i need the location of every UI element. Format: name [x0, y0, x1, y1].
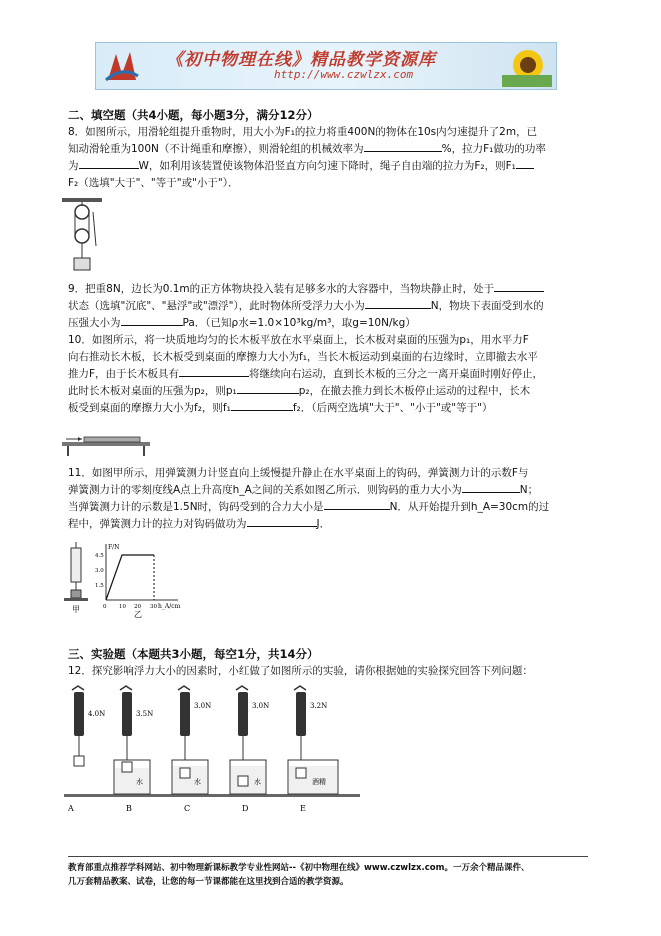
- q8-line2: 知动滑轮重为100N（不计绳重和摩擦），则滑轮组的机械效率为: [68, 143, 364, 155]
- q11-blank-net-force[interactable]: [324, 509, 390, 510]
- setup-b: [114, 686, 153, 813]
- q11-line1: 11．如图甲所示，用弹簧测力计竖直向上缓慢提升静止在水平桌面上的钩码，弹簧测力计的示数F与: [68, 467, 529, 479]
- question-9: [68, 281, 588, 332]
- q11-line2a: 弹簧测力计的零刻度线A点上升高度h_A之间的关系如图乙所示．则钩码的重力大小为: [68, 484, 462, 496]
- section-3-title: 三、实验题（本题共3小题，每空1分，共14分）: [68, 647, 319, 661]
- buoyancy-experiment-figure: [64, 684, 364, 816]
- setup-a: [67, 686, 105, 813]
- graph-axis-y: F/N: [108, 544, 120, 551]
- liquid-d: 水: [254, 778, 261, 786]
- site-logo-icon: [102, 46, 142, 86]
- graph-xtick-2: 20: [134, 604, 141, 610]
- q8-line3a: 为: [68, 160, 79, 172]
- label-b: B: [126, 804, 132, 813]
- reading-c: 3.0N: [194, 702, 212, 710]
- q12-line1: 12．探究影响浮力大小的因素时，小红做了如图所示的实验，请你根据她的实验探究回答下列问题：: [68, 665, 533, 677]
- setup-d: [230, 686, 269, 813]
- q8-blank-compare[interactable]: [516, 168, 534, 169]
- liquid-c: 水: [194, 778, 201, 786]
- fig-label-jia: 甲: [72, 605, 80, 614]
- liquid-b: 水: [136, 778, 143, 786]
- q9-line1: 9．把重8N，边长为0.1m的正方体物块投入装有足够多水的大容器中，当物块静止时，处于: [68, 283, 495, 295]
- q10-line3b: 将继续向右运动，直到长木板的三分之一离开桌面时刚好停止，: [249, 368, 544, 380]
- q10-line5a: 板受到桌面的摩擦力大小为f₂，则f₁: [68, 402, 231, 414]
- q8-blank-efficiency[interactable]: [364, 151, 442, 152]
- q11-line3a: 当弹簧测力计的示数是1.5N时，钩码受到的合力大小是: [68, 501, 324, 513]
- q11-line3b: N．从开始提升到h_A=30cm的过: [389, 501, 550, 513]
- section-2-title: 二、填空题（共4小题，每小题3分，满分12分）: [68, 108, 319, 122]
- spring-scale-jia: [64, 542, 88, 614]
- graph-ytick-1: 4.5: [95, 553, 104, 559]
- q10-blank-pressure-compare[interactable]: [237, 393, 299, 394]
- label-e: E: [300, 804, 306, 813]
- question-8: [68, 124, 588, 192]
- label-c: C: [184, 804, 191, 813]
- q11-line4a: 程中，弹簧测力计的拉力对钩码做功为: [68, 518, 247, 530]
- q9-line2a: 状态（选填"沉底"、"悬浮"或"漂浮"），此时物体所受浮力大小为: [68, 300, 365, 312]
- q11-blank-weight[interactable]: [462, 492, 520, 493]
- graph-xtick-0: 0: [103, 604, 107, 610]
- q10-line4b: p₂，在撤去推力到长木板停止运动的过程中，长木: [298, 385, 531, 397]
- graph-ytick-3: 1.5: [95, 583, 104, 589]
- q11-line2b: N；: [519, 484, 539, 496]
- q11-line4-wrap: [68, 516, 588, 533]
- q10-line1: 10．如图所示，将一块质地均匀的长木板平放在水平桌面上，长木板对桌面的压强为p₁，用水平力F: [68, 334, 529, 346]
- board-figure: [62, 428, 152, 456]
- q9-line3b: Pa．（已知ρ水=1.0×10³kg/m³，取g=10N/kg）: [182, 317, 416, 329]
- q9-line2b: N，物块下表面受到水的: [430, 300, 544, 312]
- q9-line3-wrap: [68, 315, 588, 332]
- q8-blank-power[interactable]: [79, 168, 139, 169]
- q8-line2b: %，拉力F₁做功的功率: [441, 143, 546, 155]
- sunflower-icon: [502, 45, 552, 87]
- banner-url: http://www.czwlzx.com: [274, 68, 414, 81]
- q10-line3a: 推力F，由于长木板具有: [68, 368, 180, 380]
- reading-d: 3.0N: [252, 702, 270, 710]
- q11-blank-work[interactable]: [247, 526, 317, 527]
- q10-blank-friction-compare[interactable]: [231, 410, 293, 411]
- footer-line2: 几万套精品教案、试卷，让您的每一节课都能在这里找到合适的教学资源。: [68, 877, 349, 887]
- q11-line3-wrap: [68, 499, 588, 516]
- label-d: D: [242, 804, 249, 813]
- q9-blank-buoyancy[interactable]: [365, 308, 431, 309]
- q8-line3-wrap: [68, 158, 588, 175]
- setup-e: [288, 686, 338, 813]
- q9-line1-wrap: [68, 281, 588, 298]
- question-12: [68, 663, 588, 680]
- banner-title: 《初中物理在线》精品教学资源库: [166, 50, 436, 70]
- q10-line5b: f₂．（后两空选填"大于"、"小于"或"等于"）: [292, 402, 493, 414]
- graph-xtick-1: 10: [119, 604, 126, 610]
- q11-line2-wrap: [68, 482, 588, 499]
- q10-line2: 向右推动长木板，长木板受到桌面的摩擦力大小为f₁，当长木板运动到桌面的右边缘时，立即撤去水平: [68, 351, 538, 363]
- graph-axis-x: h_A/cm: [158, 603, 181, 610]
- reading-e: 3.2N: [310, 702, 328, 710]
- q9-line2-wrap: [68, 298, 588, 315]
- q8-line3b: W，如利用该装置使该物体沿竖直方向匀速下降时，绳子自由端的拉力为F₂，则F₁: [138, 160, 516, 172]
- q11-line4b: J．: [316, 518, 331, 530]
- q11-figure: [62, 540, 182, 618]
- q10-blank-inertia[interactable]: [179, 376, 249, 377]
- q10-line3-wrap: [68, 366, 588, 383]
- header-banner: [95, 42, 557, 90]
- q10-line4a: 此时长木板对桌面的压强为p₂，则p₁: [68, 385, 237, 397]
- graph-xtick-3: 30: [150, 604, 157, 610]
- footer-divider: [68, 856, 588, 857]
- q9-blank-state[interactable]: [494, 291, 544, 292]
- fig-label-yi: 乙: [134, 610, 142, 618]
- q9-line3a: 压强大小为: [68, 317, 121, 329]
- footer-line1: 教育部重点推荐学科网站、初中物理新课标教学专业性网站--《初中物理在线》www.czwlzx.com。一万余个精品课件、: [68, 863, 530, 873]
- question-10: [68, 332, 588, 417]
- question-11: [68, 465, 588, 533]
- liquid-e: 酒精: [312, 778, 326, 786]
- q8-line2-wrap: [68, 141, 588, 158]
- q9-blank-pressure[interactable]: [121, 325, 183, 326]
- reading-b: 3.5N: [136, 710, 154, 718]
- q10-line5-wrap: [68, 400, 588, 417]
- q10-line4-wrap: [68, 383, 588, 400]
- force-height-graph: [95, 544, 181, 618]
- label-a: A: [68, 804, 74, 813]
- graph-ytick-2: 3.0: [95, 568, 104, 574]
- footer: [68, 861, 628, 889]
- setup-c: [172, 686, 211, 813]
- pulley-figure: [60, 196, 104, 274]
- q8-line4: F₂（选填"大于"、"等于"或"小于"）．: [68, 177, 239, 189]
- graph-line: [106, 555, 154, 600]
- reading-a: 4.0N: [88, 710, 106, 718]
- q8-line1: 8．如图所示，用滑轮组提升重物时，用大小为F₁的拉力将重400N的物体在10s内匀速提升了2m，已: [68, 126, 538, 138]
